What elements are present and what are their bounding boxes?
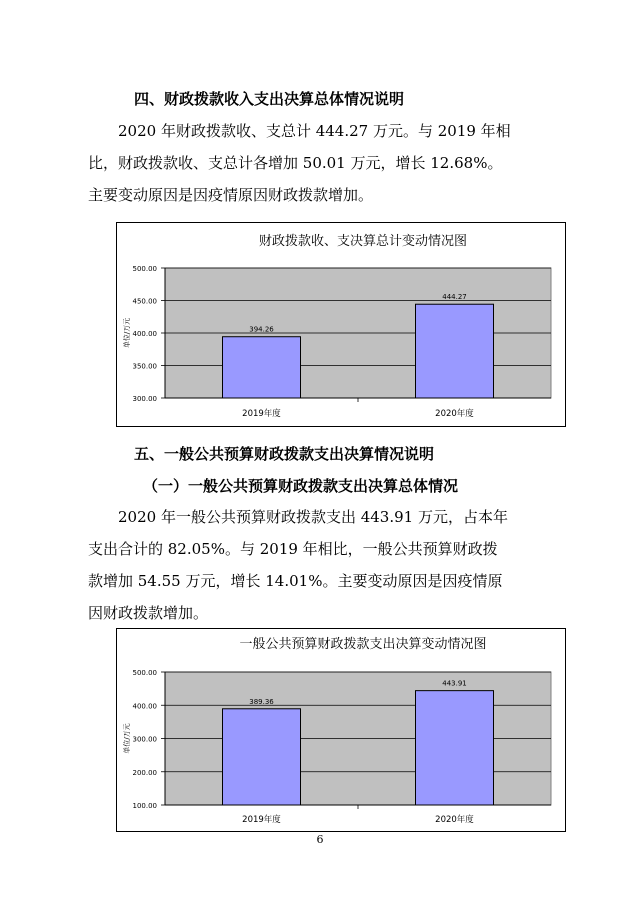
paragraph-line: 比，财政拨款收、支总计各增加 50.01 万元，增长 12.68%。	[88, 154, 503, 172]
section5-heading: 五、一般公共预算财政拨款支出决算情况说明	[134, 445, 435, 463]
section5-subheading: （一）一般公共预算财政拨款支出决算总体情况	[143, 477, 459, 495]
paragraph-line: 支出合计的 82.05%。与 2019 年相比，一般公共预算财政拨	[88, 540, 498, 558]
paragraph-line: 因财政拨款增加。	[88, 604, 209, 622]
y-tick-label: 200.00	[132, 768, 157, 777]
chart-title: 财政拨款收、支决算总计变动情况图	[258, 234, 468, 249]
paragraph-line: 款增加 54.55 万元，增长 14.01%。主要变动原因是因疫情原	[88, 572, 503, 590]
bar-value-label: 443.91	[442, 679, 467, 688]
y-tick-label: 500.00	[132, 265, 157, 273]
section4-heading: 四、财政拨款收入支出决算总体情况说明	[134, 90, 405, 108]
page-number: 6	[316, 833, 324, 846]
section4-paragraph	[88, 115, 558, 211]
y-tick-label: 400.00	[132, 330, 157, 338]
chart-title: 一般公共预算财政拨款支出决算变动情况图	[239, 637, 487, 652]
y-tick-label: 100.00	[132, 802, 157, 810]
bar	[416, 304, 494, 398]
section5-paragraph	[88, 501, 558, 629]
y-axis-label: 单位/万元	[123, 723, 131, 754]
paragraph-line: 2020 年财政拨款收、支总计 444.27 万元。与 2019 年相	[118, 122, 511, 140]
bar	[223, 709, 301, 805]
bar-value-label: 389.36	[249, 697, 274, 706]
y-tick-label: 300.00	[132, 395, 157, 403]
bar-value-label: 444.27	[442, 293, 467, 302]
bar	[416, 691, 494, 805]
y-axis-label: 单位/万元	[123, 317, 131, 349]
x-tick-label: 2019年度	[242, 815, 281, 825]
y-tick-label: 350.00	[132, 362, 157, 371]
y-tick-label: 300.00	[132, 735, 157, 744]
paragraph-line: 2020 年一般公共预算财政拨款支出 443.91 万元，占本年	[118, 508, 508, 526]
bar-value-label: 394.26	[249, 325, 274, 334]
x-tick-label: 2019年度	[242, 409, 281, 419]
y-tick-label: 450.00	[132, 297, 157, 306]
x-tick-label: 2020年度	[435, 409, 474, 419]
bar	[223, 337, 301, 398]
chart-box-1	[116, 222, 566, 427]
total-budget-chart	[117, 223, 565, 426]
y-tick-label: 400.00	[132, 702, 157, 711]
paragraph-line: 主要变动原因是因疫情原因财政拨款增加。	[88, 186, 374, 204]
chart-box-2	[116, 628, 566, 832]
x-tick-label: 2020年度	[435, 815, 474, 825]
general-budget-chart	[117, 629, 565, 831]
y-tick-label: 500.00	[132, 669, 157, 677]
